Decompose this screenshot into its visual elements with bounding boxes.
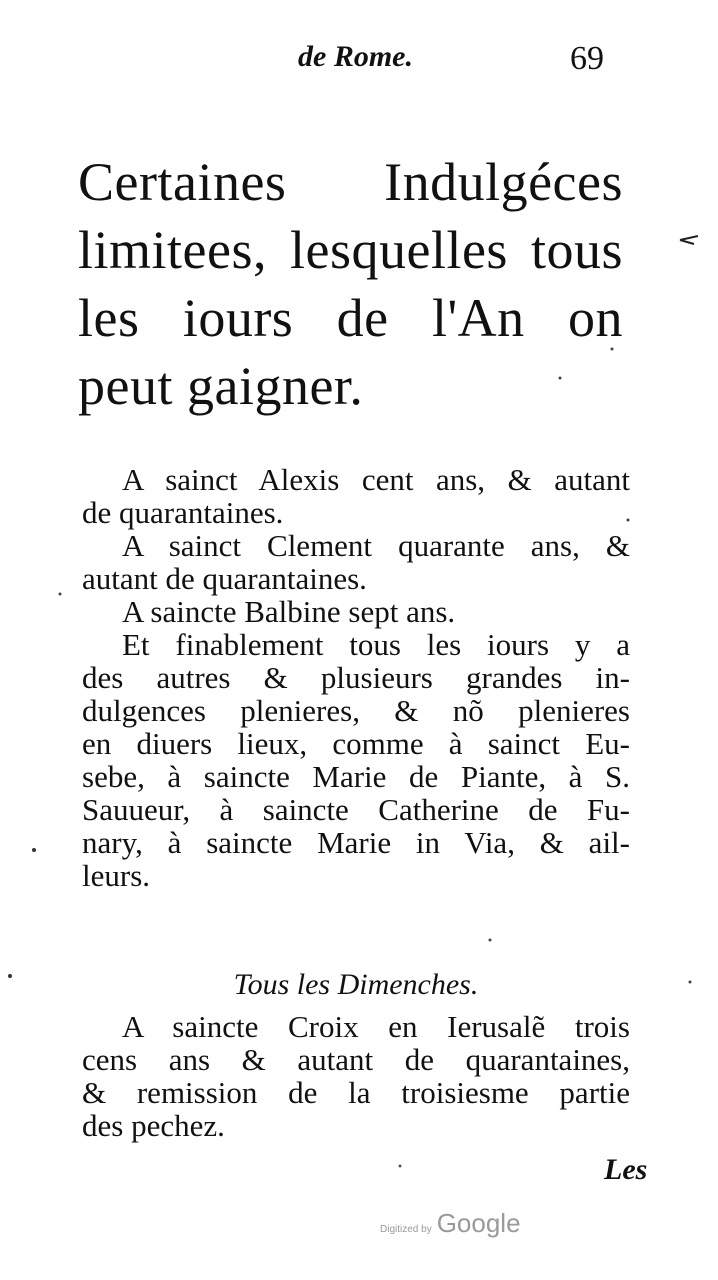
speck bbox=[627, 519, 630, 522]
speck bbox=[32, 848, 36, 852]
text-line: A saincte Balbine sept ans. bbox=[122, 594, 456, 629]
speck bbox=[8, 974, 12, 978]
text-line: A sainct Clement quarante ans, & bbox=[122, 528, 630, 563]
heading-line: Certaines Indulgéces bbox=[78, 152, 623, 212]
text-line: Et finablement tous les iours y a bbox=[122, 627, 630, 662]
text-line: autant de quarantaines. bbox=[82, 561, 367, 596]
text-line: dulgences plenieres, & nõ plenieres bbox=[82, 693, 630, 728]
text-line: leurs. bbox=[82, 858, 151, 893]
speck bbox=[399, 1165, 402, 1168]
catchword: Les bbox=[604, 1153, 648, 1186]
watermark-prefix: Digitized by bbox=[380, 1224, 432, 1235]
text-line: de quarantaines. bbox=[82, 495, 284, 530]
text-line: A saincte Croix en Ierusalẽ trois bbox=[122, 1009, 630, 1044]
margin-arrow-mark bbox=[680, 236, 698, 244]
subheading-sundays: Tous les Dimenches. bbox=[233, 968, 479, 1001]
speck bbox=[489, 939, 492, 942]
speck bbox=[611, 348, 614, 351]
text-line: A sainct Alexis cent ans, & autant bbox=[122, 462, 630, 497]
text-line: Sauueur, à saincte Catherine de Fu- bbox=[82, 792, 630, 827]
page-number: 69 bbox=[570, 40, 604, 77]
heading-line: les iours de l'An on bbox=[78, 288, 623, 348]
text-line: & remission de la troisiesme partie bbox=[82, 1075, 630, 1110]
running-head: de Rome. bbox=[298, 40, 413, 73]
text-line: des pechez. bbox=[82, 1108, 225, 1143]
speck bbox=[59, 593, 62, 596]
speck bbox=[559, 377, 562, 380]
text-line: cens ans & autant de quarantaines, bbox=[82, 1042, 630, 1077]
text-line: en diuers lieux, comme à sainct Eu- bbox=[82, 726, 630, 761]
heading-line: limitees, lesquelles tous bbox=[78, 220, 623, 280]
text-line: des autres & plusieurs grandes in- bbox=[82, 660, 630, 695]
text-line: nary, à saincte Marie in Via, & ail- bbox=[82, 825, 630, 860]
speck bbox=[689, 981, 692, 984]
text-line: sebe, à saincte Marie de Piante, à S. bbox=[82, 759, 630, 794]
heading-line: peut gaigner. bbox=[78, 356, 364, 416]
watermark-brand: Google bbox=[436, 1208, 521, 1238]
